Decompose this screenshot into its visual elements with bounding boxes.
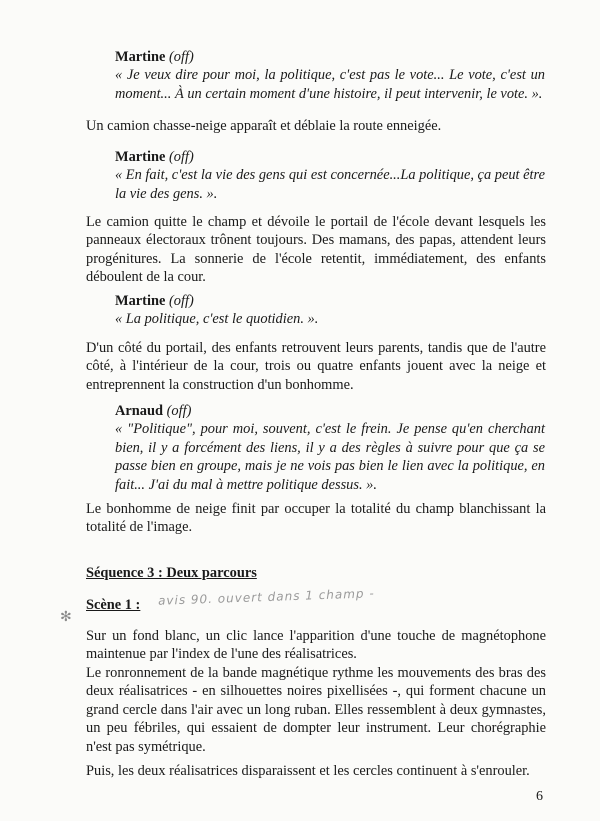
dialogue-line: pour que ça se passe bien en groupe, mais je ne vois pas bien le lien [115,439,545,475]
dialogue-text [115,310,545,328]
dialogue-text [115,66,545,103]
dialogue-text [115,420,545,494]
speaker-tag: (off) [166,403,192,419]
dialogue-line: avec la politique, en fait... J'ai du mal à mettre politique dessus. ». [115,458,546,493]
dialogue-block [115,402,545,494]
narration-line: Le ronronnement de la bande magnétique rythme les mouvements des bras des [86,665,546,681]
dialogue-line: « Je veux dire pour moi, la politique, c'est pas le vote... Le vote, c'est un [115,67,545,84]
dialogue-line: moment... À un certain moment d'une histoire, il peut intervenir, le vote. ». [115,85,543,102]
dialogue-block [115,48,545,103]
page-number: 6 [536,789,543,804]
speaker-name: Martine [115,293,166,309]
dialogue-block [115,292,545,329]
dialogue-line: cherchant bien, il y a forcément des liens, il y a des règles à suivre [115,421,545,456]
narration-paragraph [86,500,546,537]
speaker-tag: (off) [168,49,194,65]
speaker-name: Arnaud [115,403,163,419]
narration-line: grand cercle dans l'air avec un long ruban. Elles ressemblent à deux gymnastes, [86,701,546,718]
margin-asterisk-mark: ✻ [60,610,72,625]
narration-paragraph [86,339,546,394]
narration-line: D'un côté du portail, des enfants retrouvent leurs parents, tandis que de l'autre [86,340,546,356]
speaker-tag: (off) [168,149,194,165]
dialogue-block [115,148,545,203]
narration-line: totalité de l'image. [86,519,193,536]
narration-line: Un camion chasse-neige apparaît et déblaie la route enneigée. [86,118,442,134]
dialogue-line: être la vie des gens. ». [115,167,545,202]
narration-line: maintenue par l'index de l'une des réalisatrices. [86,646,357,663]
narration-paragraph [86,664,546,756]
narration-line: progénitures. La sonnerie de l'école retentit, immédiatement, des enfants [86,250,546,267]
speaker-tag: (off) [168,293,194,309]
dialogue-line: « La politique, c'est le quotidien. ». [115,311,319,328]
narration-paragraph [86,213,546,287]
scene-label-text: Scène 1 : [86,597,141,613]
narration-paragraph [86,762,556,780]
narration-line: côté, à l'intérieur de la cour, trois ou quatre enfants jouent avec la neige et [86,358,546,375]
narration-line: entreprennent la construction d'un bonhomme. [86,376,354,393]
narration-line: deux réalisatrices - en silhouettes noires pixellisées -, qui forment chacune un [86,683,546,700]
narration-line: Le camion quitte le champ et dévoile le portail de l'école devant lesquels les [86,214,546,230]
narration-line: panneaux électoraux trônent toujours. Des mamans, des papas, attendent leurs [86,232,546,249]
narration-line: Puis, les deux réalisatrices disparaissent et les cercles continuent à s'enrouler. [86,763,530,779]
narration-paragraph [86,117,546,135]
narration-line: un peu fébriles, qui essaient de dompter leur instrument. Leur chorégraphie [86,720,546,737]
narration-line: n'est pas symétrique. [86,738,206,755]
handwritten-note: avis 90. ouvert dans 1 champ - [157,586,375,608]
narration-paragraph [86,627,546,664]
scene-label [86,596,140,614]
speaker-name: Martine [115,149,166,165]
narration-line: Sur un fond blanc, un clic lance l'apparition d'une touche de magnétophone [86,628,546,644]
narration-line: Le bonhomme de neige finit par occuper la totalité du champ blanchissant la [86,501,546,517]
dialogue-line: « "Politique", pour moi, souvent, c'est le frein. Je pense qu'en [115,421,483,438]
narration-line: déboulent de la cour. [86,269,206,286]
sequence-heading: Séquence 3 : Deux parcours [86,565,257,581]
dialogue-text [115,166,545,203]
dialogue-line: « En fait, c'est la vie des gens qui est concernée...La politique, ça peut [115,167,520,184]
speaker-name: Martine [115,49,166,65]
